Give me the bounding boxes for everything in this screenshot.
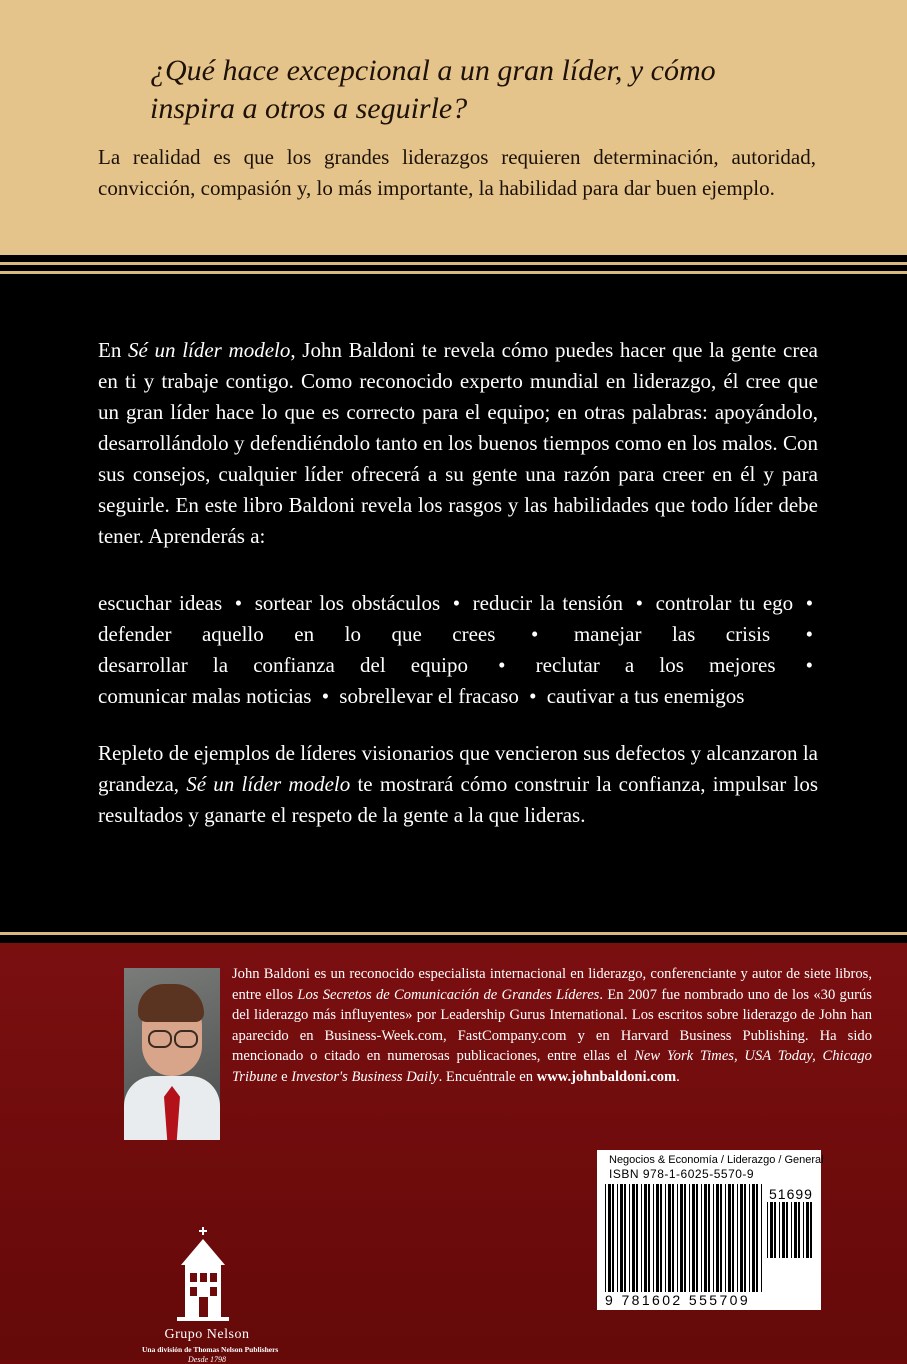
barcode-bar bbox=[810, 1202, 812, 1258]
barcode-bar bbox=[684, 1184, 686, 1292]
barcode-bar bbox=[732, 1184, 734, 1292]
bio-text: . bbox=[676, 1068, 680, 1085]
bio-text: e bbox=[277, 1068, 292, 1085]
barcode-bar bbox=[680, 1184, 683, 1292]
divider-stripe-bottom bbox=[0, 925, 907, 943]
barcode-bar bbox=[708, 1184, 710, 1292]
barcode-bar bbox=[752, 1184, 755, 1292]
barcode-bar bbox=[798, 1202, 800, 1258]
barcode-bar bbox=[725, 1184, 726, 1292]
bio-publications: New York Times, USA Today, Chicago Tribune bbox=[232, 1048, 872, 1085]
barcode-bar bbox=[701, 1184, 702, 1292]
barcode-bar bbox=[656, 1184, 659, 1292]
top-panel bbox=[0, 0, 907, 255]
skill-item: cautivar a tus enemigos bbox=[546, 684, 745, 708]
bullet-separator: • bbox=[529, 684, 537, 708]
barcode-bar bbox=[677, 1184, 678, 1292]
barcode-bar bbox=[806, 1202, 809, 1258]
barcode-bar bbox=[629, 1184, 630, 1292]
barcode-bar bbox=[728, 1184, 731, 1292]
barcode-bar bbox=[648, 1184, 650, 1292]
bullet-separator: • bbox=[452, 591, 461, 615]
bullet-separator: • bbox=[530, 622, 539, 646]
barcode-bar bbox=[624, 1184, 626, 1292]
skill-item: controlar tu ego bbox=[655, 591, 794, 615]
description-panel bbox=[0, 283, 907, 925]
bio-text: John Baldoni es un reconocido especialista internacional en liderazgo, conferenciante y autor de siete libros, entre ellos bbox=[232, 966, 872, 1003]
photo-glasses-left bbox=[148, 1030, 172, 1048]
bio-book-title: Los Secretos de Comunicación de Grandes Líderes bbox=[297, 986, 600, 1003]
barcode-bar bbox=[791, 1202, 792, 1258]
photo-hair bbox=[138, 984, 204, 1022]
barcode-bar bbox=[620, 1184, 623, 1292]
barcode-bar bbox=[692, 1184, 695, 1292]
barcode-bar bbox=[716, 1184, 719, 1292]
skill-item: desarrollar la confianza del equipo bbox=[98, 653, 468, 677]
p1-rest: , John Baldoni te revela cómo puedes hacer que la gente crea en ti y trabaje contigo. Como reconocido experto mundial en liderazgo, él cree que un gran líder hace lo que es correcto para el equipo; en otras palabras: apoyándolo, desarrollándolo y defendiéndolo tanto en los buenos tiempos como en los malos. Con sus consejos, cualquier líder ofrecerá a su gente una razón para creer en él y para seguirle. En este libro Baldoni revela los rasgos y las habilidades que todo líder debe tener. Aprenderás a: bbox=[98, 338, 819, 548]
divider-line bbox=[0, 932, 907, 935]
divider-line bbox=[0, 262, 907, 265]
isbn-label: ISBN 978-1-6025-5570-9 bbox=[609, 1167, 755, 1181]
barcode-bar bbox=[737, 1184, 738, 1292]
category-label: Negocios & Economía / Liderazgo / General bbox=[609, 1154, 824, 1166]
barcode-bar bbox=[756, 1184, 758, 1292]
barcode-bar bbox=[744, 1184, 746, 1292]
bio-publication: Investor's Business Daily bbox=[291, 1068, 439, 1085]
barcode-bar bbox=[689, 1184, 690, 1292]
barcode-bar bbox=[653, 1184, 654, 1292]
author-bio bbox=[232, 964, 872, 1087]
barcode-bar bbox=[782, 1202, 785, 1258]
publisher-since: Desde 1798 bbox=[188, 1355, 226, 1364]
barcode-bar bbox=[786, 1202, 788, 1258]
barcode-bar bbox=[668, 1184, 671, 1292]
bullet-separator: • bbox=[234, 591, 243, 615]
house-icon bbox=[173, 1225, 233, 1323]
intro-text: La realidad es que los grandes liderazgos requieren determinación, autoridad, convicción, compasión y, lo más importante, la habilidad para dar buen ejemplo. bbox=[98, 145, 816, 200]
publisher-name: Grupo Nelson bbox=[164, 1327, 250, 1342]
p2-lead: Repleto de ejemplos de líderes visionarios que vencieron sus defectos y alcanzaron la grandeza, bbox=[98, 741, 818, 796]
bullet-separator: • bbox=[805, 591, 814, 615]
barcode-bar bbox=[749, 1184, 750, 1292]
p1-lead: En bbox=[98, 338, 129, 362]
tagline: ¿Qué hace excepcional a un gran líder, y cómo inspira a otros a seguirle? bbox=[150, 54, 716, 125]
divider-stripe-top bbox=[0, 255, 907, 283]
bullet-separator: • bbox=[498, 653, 506, 677]
author-website-link[interactable]: www.johnbaldoni.com bbox=[536, 1068, 677, 1085]
skill-item: reclutar a los mejores bbox=[535, 653, 776, 677]
publisher-division: Una división de Thomas Nelson Publishers bbox=[142, 1345, 279, 1354]
barcode-bar bbox=[794, 1202, 797, 1258]
barcode-bar bbox=[770, 1202, 773, 1258]
skill-item: comunicar malas noticias bbox=[98, 684, 312, 708]
publisher-logo bbox=[142, 1225, 279, 1364]
skills-list bbox=[98, 588, 818, 712]
barcode-bar bbox=[779, 1202, 780, 1258]
barcode-box bbox=[597, 1150, 824, 1310]
barcode-bar bbox=[665, 1184, 666, 1292]
barcode-bar bbox=[740, 1184, 743, 1292]
skill-item: sobrellevar el fracaso bbox=[339, 684, 519, 708]
skill-item: reducir la tensión bbox=[472, 591, 624, 615]
barcode-bars bbox=[605, 1184, 765, 1292]
photo-glasses-right bbox=[174, 1030, 198, 1048]
price-barcode-bars bbox=[767, 1202, 813, 1258]
description-paragraph-2 bbox=[98, 738, 818, 831]
author-photo bbox=[124, 968, 220, 1140]
barcode-bar bbox=[713, 1184, 714, 1292]
book-title: Sé un líder modelo bbox=[128, 338, 291, 362]
barcode-bar bbox=[696, 1184, 698, 1292]
price-code: 51699 bbox=[769, 1186, 813, 1202]
barcode-bar bbox=[636, 1184, 638, 1292]
bullet-separator: • bbox=[805, 622, 814, 646]
barcode-bar bbox=[617, 1184, 618, 1292]
description-paragraph-1 bbox=[98, 335, 818, 552]
barcode-bar bbox=[605, 1184, 606, 1292]
barcode-bar bbox=[644, 1184, 647, 1292]
bullet-separator: • bbox=[321, 684, 330, 708]
barcode-bar bbox=[803, 1202, 804, 1258]
barcode-bar bbox=[660, 1184, 662, 1292]
barcode-bar bbox=[774, 1202, 776, 1258]
bullet-separator: • bbox=[635, 591, 643, 615]
barcode-bar bbox=[704, 1184, 707, 1292]
bio-text: . En 2007 fue nombrado uno de los «30 gurús del liderazgo más influyentes» por Leadership Gurus International. Los escritos sobre liderazgo de John han aparecido en Business-Week.com, FastCompany.com y en Harvard Business Publishing. Ha sido mencionado o citado en numerosas publicaciones, entre ellas el bbox=[232, 986, 872, 1064]
barcode-bar bbox=[632, 1184, 635, 1292]
barcode-bar bbox=[641, 1184, 642, 1292]
barcode-bar bbox=[672, 1184, 674, 1292]
divider-line bbox=[0, 271, 907, 274]
bullet-separator: • bbox=[805, 653, 814, 677]
barcode-bar bbox=[608, 1184, 611, 1292]
barcode-bar bbox=[720, 1184, 722, 1292]
barcode-bar bbox=[761, 1184, 762, 1292]
skill-item: sortear los obstáculos bbox=[254, 591, 441, 615]
barcode-bar bbox=[612, 1184, 614, 1292]
skill-item: defender aquello en lo que crees bbox=[98, 622, 496, 646]
bio-text: . Encuéntrale en bbox=[438, 1068, 537, 1085]
barcode-digits: 9 781602 555709 bbox=[605, 1292, 750, 1308]
p2-rest: te mostrará cómo construir la confianza, impulsar los resultados y ganarte el respeto de la gente a la que lideras. bbox=[98, 772, 818, 827]
skill-item: manejar las crisis bbox=[573, 622, 771, 646]
barcode-bar bbox=[767, 1202, 768, 1258]
book-title: Sé un líder modelo bbox=[186, 772, 351, 796]
skill-item: escuchar ideas bbox=[98, 591, 223, 615]
